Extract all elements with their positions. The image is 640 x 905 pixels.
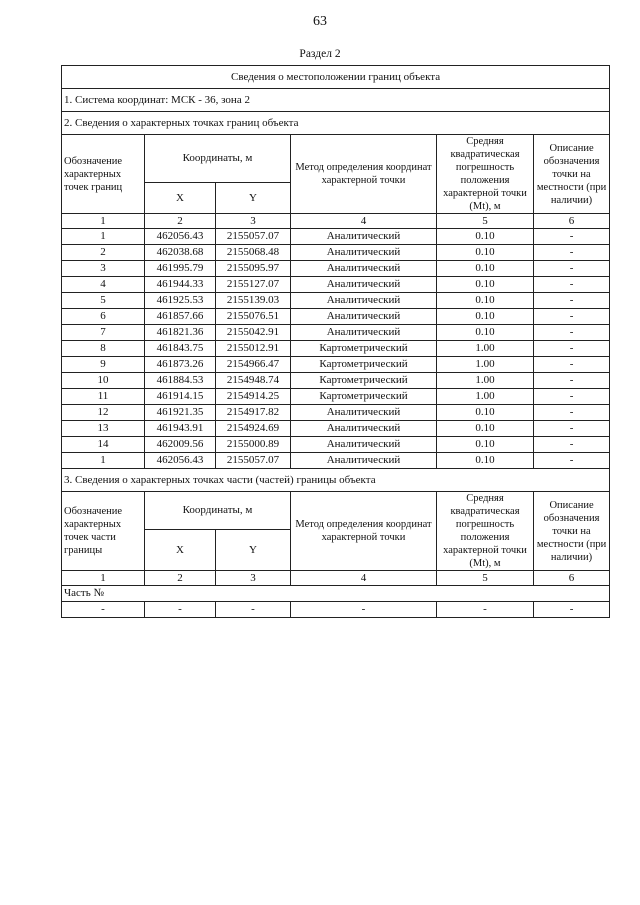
header-description: Описание обозначения точки на местности (при наличии) — [534, 492, 610, 571]
table-cell: 1.00 — [437, 341, 534, 357]
table-title: Сведения о местоположении границ объекта — [62, 66, 610, 89]
table-cell: - — [534, 405, 610, 421]
table-cell: 462056.43 — [145, 229, 216, 245]
table-cell: - — [534, 277, 610, 293]
table-cell: - — [534, 341, 610, 357]
col-number: 6 — [534, 571, 610, 586]
table-cell: 2155076.51 — [216, 309, 291, 325]
table-cell: 462038.68 — [145, 245, 216, 261]
header-method: Метод определения координат характерной точки — [291, 135, 437, 214]
col-number: 2 — [145, 214, 216, 229]
table-row — [62, 357, 610, 373]
header-designation-part-text: Обозначение характерных точек части границы — [64, 506, 123, 556]
table-cell: 1.00 — [437, 373, 534, 389]
table-row — [62, 229, 610, 245]
table-cell: 462056.43 — [145, 453, 216, 469]
table-cell: 0.10 — [437, 245, 534, 261]
table-cell: 0.10 — [437, 453, 534, 469]
table-cell: 6 — [62, 309, 145, 325]
table-cell: Аналитический — [291, 325, 437, 341]
table-cell: 2155000.89 — [216, 437, 291, 453]
table-cell: Аналитический — [291, 293, 437, 309]
table-row — [62, 277, 610, 293]
table-cell: 2 — [62, 245, 145, 261]
table-cell: 8 — [62, 341, 145, 357]
table-cell: 5 — [62, 293, 145, 309]
section2-title: 2. Сведения о характерных точках границ объекта — [62, 112, 610, 135]
table-cell: - — [534, 325, 610, 341]
section3-title: 3. Сведения о характерных точках части (частей) границы объекта — [62, 469, 610, 492]
table-cell: 7 — [62, 325, 145, 341]
table-cell: Аналитический — [291, 421, 437, 437]
table-cell: 461921.35 — [145, 405, 216, 421]
table-row — [62, 261, 610, 277]
table-cell: - — [534, 373, 610, 389]
empty-cell: - — [145, 602, 216, 618]
col-number: 6 — [534, 214, 610, 229]
header-designation-part — [62, 492, 145, 571]
table-cell: Аналитический — [291, 309, 437, 325]
table-cell: 0.10 — [437, 325, 534, 341]
col-number: 1 — [62, 214, 145, 229]
table-cell: 2155057.07 — [216, 229, 291, 245]
empty-cell: - — [62, 602, 145, 618]
table-row — [62, 405, 610, 421]
section-label: Раздел 2 — [299, 48, 341, 60]
table-cell: 1.00 — [437, 389, 534, 405]
table-cell: 461925.53 — [145, 293, 216, 309]
empty-cell: - — [291, 602, 437, 618]
table-cell: 2155139.03 — [216, 293, 291, 309]
table-cell: - — [534, 309, 610, 325]
table-cell: 11 — [62, 389, 145, 405]
table-cell: 14 — [62, 437, 145, 453]
header-y: Y — [216, 183, 291, 214]
header-error: Средняя квадратическая погрешность положения характерной точки (Mt), м — [437, 135, 534, 214]
table-cell: 0.10 — [437, 277, 534, 293]
header-x: X — [145, 183, 216, 214]
part-label: Часть № — [62, 586, 610, 602]
table-cell: 0.10 — [437, 405, 534, 421]
table-row — [62, 309, 610, 325]
table-cell: 0.10 — [437, 293, 534, 309]
header-y: Y — [216, 530, 291, 571]
table-row — [62, 389, 610, 405]
table-cell: 4 — [62, 277, 145, 293]
table-row — [62, 325, 610, 341]
table-row — [62, 437, 610, 453]
table-cell: - — [534, 437, 610, 453]
table-cell: 1 — [62, 229, 145, 245]
empty-cell: - — [216, 602, 291, 618]
table-row — [62, 373, 610, 389]
col-number: 5 — [437, 214, 534, 229]
table-cell: 0.10 — [437, 261, 534, 277]
table-cell: 461821.36 — [145, 325, 216, 341]
table-cell: Картометрический — [291, 389, 437, 405]
coord-system: 1. Система координат: МСК - 36, зона 2 — [62, 89, 610, 112]
col-number: 3 — [216, 214, 291, 229]
col-number: 1 — [62, 571, 145, 586]
table-cell: - — [534, 357, 610, 373]
page-number: 63 — [313, 14, 327, 29]
col-number: 4 — [291, 214, 437, 229]
table-cell: 461914.15 — [145, 389, 216, 405]
table-cell: Картометрический — [291, 341, 437, 357]
table-cell: 9 — [62, 357, 145, 373]
col-number: 2 — [145, 571, 216, 586]
empty-cell: - — [534, 602, 610, 618]
table-cell: 2154914.25 — [216, 389, 291, 405]
table-cell: 461943.91 — [145, 421, 216, 437]
table-cell: 2154948.74 — [216, 373, 291, 389]
table-row — [62, 421, 610, 437]
table-cell: 2155057.07 — [216, 453, 291, 469]
header-description: Описание обозначения точки на местности (при наличии) — [534, 135, 610, 214]
table-cell: Аналитический — [291, 405, 437, 421]
table-row — [62, 341, 610, 357]
table-cell: Аналитический — [291, 437, 437, 453]
table-row — [62, 453, 610, 469]
header-coords: Координаты, м — [145, 135, 291, 183]
table-cell: 12 — [62, 405, 145, 421]
table-cell: 0.10 — [437, 421, 534, 437]
table-cell: - — [534, 261, 610, 277]
table-cell: 13 — [62, 421, 145, 437]
header-coords: Координаты, м — [145, 492, 291, 530]
table-cell: 461944.33 — [145, 277, 216, 293]
table-cell: 2155095.97 — [216, 261, 291, 277]
table-cell: 3 — [62, 261, 145, 277]
table-cell: 461873.26 — [145, 357, 216, 373]
table-cell: 461995.79 — [145, 261, 216, 277]
table-cell: 1.00 — [437, 357, 534, 373]
header-method: Метод определения координат характерной точки — [291, 492, 437, 571]
header-designation: Обозначение характерных точек границ — [62, 135, 145, 214]
table-cell: 461884.53 — [145, 373, 216, 389]
table-cell: 10 — [62, 373, 145, 389]
table-cell: 461843.75 — [145, 341, 216, 357]
table-cell: 462009.56 — [145, 437, 216, 453]
table-cell: 1 — [62, 453, 145, 469]
table-cell: 2155068.48 — [216, 245, 291, 261]
boundary-table — [61, 65, 610, 618]
table-cell: Картометрический — [291, 357, 437, 373]
empty-cell: - — [437, 602, 534, 618]
table-cell: 0.10 — [437, 437, 534, 453]
table-cell: 0.10 — [437, 309, 534, 325]
table-cell: 2155127.07 — [216, 277, 291, 293]
table-cell: 0.10 — [437, 229, 534, 245]
col-number: 3 — [216, 571, 291, 586]
header-x: X — [145, 530, 216, 571]
table-cell: Картометрический — [291, 373, 437, 389]
table-cell: - — [534, 421, 610, 437]
table-cell: 2154966.47 — [216, 357, 291, 373]
table-cell: Аналитический — [291, 245, 437, 261]
col-number: 5 — [437, 571, 534, 586]
table-cell: - — [534, 229, 610, 245]
table-cell: Аналитический — [291, 261, 437, 277]
table-row — [62, 293, 610, 309]
table-cell: 2155042.91 — [216, 325, 291, 341]
table-cell: 461857.66 — [145, 309, 216, 325]
table-cell: - — [534, 293, 610, 309]
col-number: 4 — [291, 571, 437, 586]
table-cell: 2154924.69 — [216, 421, 291, 437]
table-cell: Аналитический — [291, 277, 437, 293]
header-error: Средняя квадратическая погрешность положения характерной точки (Mt), м — [437, 492, 534, 571]
table-cell: Аналитический — [291, 229, 437, 245]
table-cell: Аналитический — [291, 453, 437, 469]
table-row — [62, 245, 610, 261]
table-cell: - — [534, 245, 610, 261]
table-cell: - — [534, 453, 610, 469]
table-cell: - — [534, 389, 610, 405]
table-cell: 2154917.82 — [216, 405, 291, 421]
table-cell: 2155012.91 — [216, 341, 291, 357]
